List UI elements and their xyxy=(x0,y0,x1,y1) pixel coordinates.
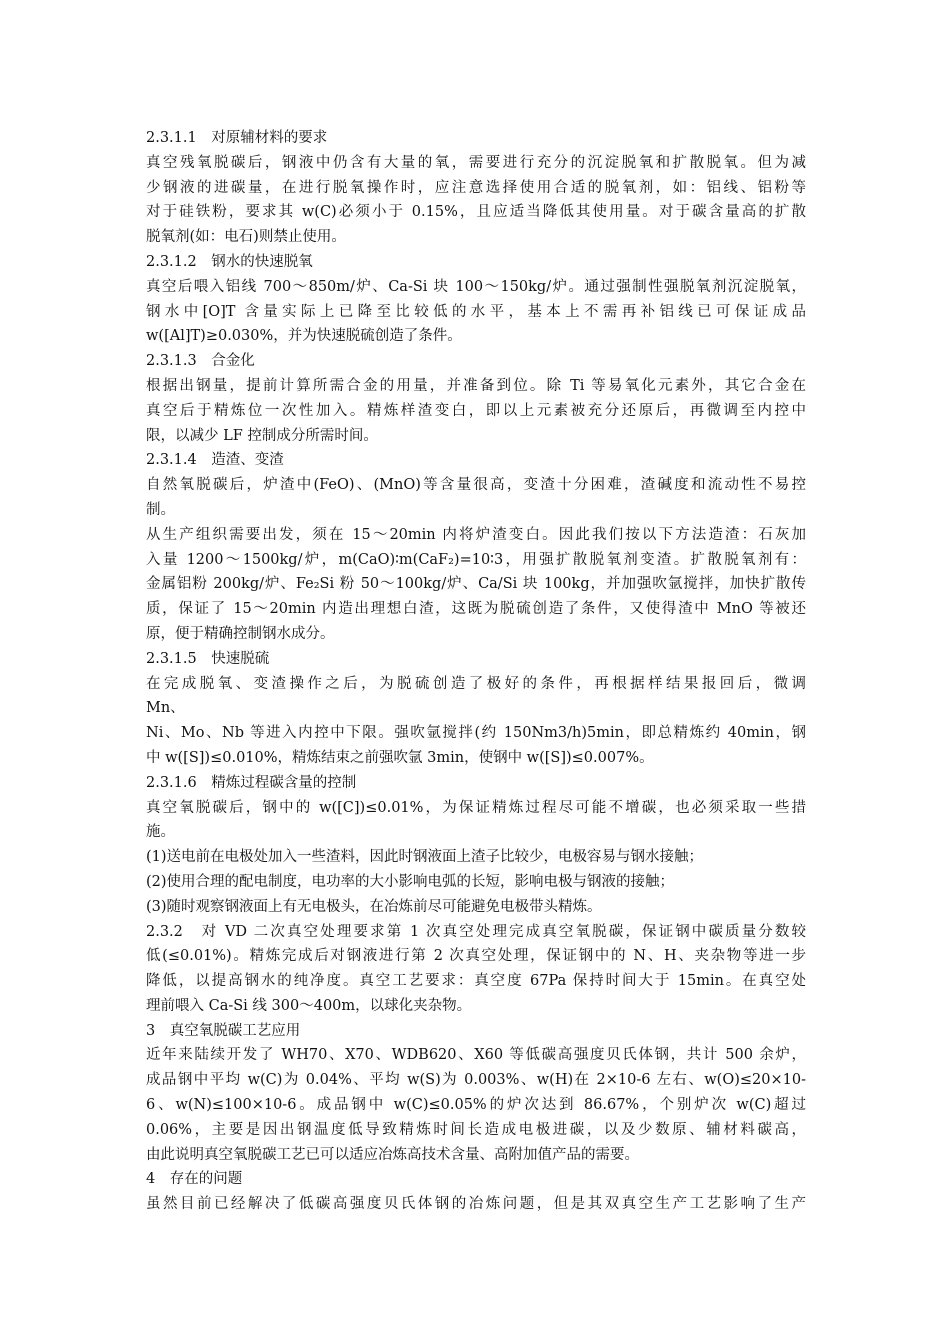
text-line: 钢水中[O]T 含量实际上已降至比较低的水平，基本上不需再补铝线已可保证成品 xyxy=(146,303,806,320)
text-line: 真空后于精炼位一次性加入。精炼样渣变白，即以上元素被充分还原后，再微调至内控中 xyxy=(146,402,806,419)
list-item: (1)送电前在电极处加入一些渣料，因此时钢液面上渣子比较少，电极容易与钢水接触； xyxy=(146,849,704,866)
text-line: 制。 xyxy=(146,501,175,518)
text-line: 理前喂入 Ca-Si 线 300～400m，以球化夹杂物。 xyxy=(146,997,472,1014)
section-heading: 2.3.1.6 精炼过程碳含量的控制 xyxy=(146,774,357,791)
text-line: 真空后喂入铝线 700～850m/炉、Ca-Si 块 100～150kg/炉。通过强制性强脱氧剂沉淀脱氧， xyxy=(146,278,806,295)
text-line: 真空残氧脱碳后，钢液中仍含有大量的氧，需要进行充分的沉淀脱氧和扩散脱氧。但为减 xyxy=(146,154,806,171)
text-line: 虽然目前已经解决了低碳高强度贝氏体钢的冶炼问题，但是其双真空生产工艺影响了生产 xyxy=(146,1196,806,1213)
text-line: 真空氧脱碳后，钢中的 w([C])≤0.01%，为保证精炼过程尽可能不增碳，也必须采取一些措 xyxy=(146,799,806,816)
list-item: (2)使用合理的配电制度，电功率的大小影响电弧的长短，影响电极与钢液的接触； xyxy=(146,873,675,890)
text-line: 原，便于精确控制钢水成分。 xyxy=(146,625,335,642)
text-line: 中 w([S])≤0.010%，精炼结束之前强吹氩 3min，使钢中 w([S])≤0.007%。 xyxy=(146,749,654,766)
text-line: 近年来陆续开发了 WH70、X70、WDB620、X60 等低碳高强度贝氏体钢，共计 500 余炉， xyxy=(146,1047,806,1064)
text-line: w([Al]T)≥0.030%，并为快速脱硫创造了条件。 xyxy=(146,328,462,345)
section-heading: 2.3.1.5 快速脱硫 xyxy=(146,650,270,667)
text-line: 从生产组织需要出发，须在 15～20min 内将炉渣变白。因此我们按以下方法造渣：石灰加 xyxy=(146,526,806,543)
text-line: 由此说明真空氧脱碳工艺已可以适应冶炼高技术含量、高附加值产品的需要。 xyxy=(146,1146,639,1163)
text-line: 降低，以提高钢水的纯净度。真空工艺要求：真空度 67Pa 保持时间大于 15min。在真空处 xyxy=(146,973,806,990)
document-body xyxy=(146,126,806,1217)
text-line: 质，保证了 15～20min 内造出理想白渣，这既为脱硫创造了条件，又使得渣中 MnO 等被还 xyxy=(146,601,806,618)
list-item: (3)随时观察钢液面上有无电极头，在冶炼前尽可能避免电极带头精炼。 xyxy=(146,898,602,915)
text-line: 施。 xyxy=(146,824,175,841)
text-line: 2.3.2 对 VD 二次真空处理要求第 1 次真空处理完成真空氧脱碳，保证钢中碳质量分数较 xyxy=(146,923,806,940)
text-line: Mn、 xyxy=(146,700,185,717)
text-line: 成品钢中平均 w(C)为 0.04%、平均 w(S)为 0.003%、w(H)在 2×10-6 左右、w(O)≤20×10- xyxy=(146,1072,806,1089)
text-line: 低(≤0.01%)。精炼完成后对钢液进行第 2 次真空处理，保证钢中的 N、H、夹杂物等进一步 xyxy=(146,948,806,965)
text-line: 少钢液的进碳量，在进行脱氧操作时，应注意选择使用合适的脱氧剂，如：铝线、铝粉等 xyxy=(146,179,806,196)
text-line: 入量 1200～1500kg/炉，m(CaO)∶m(CaF₂)=10∶3，用强扩散脱氧剂变渣。扩散脱氧剂有： xyxy=(146,551,806,568)
text-line: 6、w(N)≤100×10-6。成品钢中 w(C)≤0.05%的炉次达到 86.67%，个别炉次 w(C)超过 xyxy=(146,1097,806,1114)
text-line: 根据出钢量，提前计算所需合金的用量，并准备到位。除 Ti 等易氧化元素外，其它合金在 xyxy=(146,377,806,394)
text-line: 在完成脱氧、变渣操作之后，为脱硫创造了极好的条件，再根据样结果报回后，微调 xyxy=(146,675,806,692)
text-line: 对于硅铁粉，要求其 w(C)必须小于 0.15%，且应适当降低其使用量。对于碳含量高的扩散 xyxy=(146,204,806,221)
text-line: 0.06%，主要是因出钢温度低导致精炼时间长造成电极进碳，以及少数原、辅材料碳高， xyxy=(146,1121,806,1138)
section-heading: 4 存在的问题 xyxy=(146,1171,243,1188)
text-line: 自然氧脱碳后，炉渣中(FeO)、(MnO)等含量很高，变渣十分困难，渣碱度和流动性不易控 xyxy=(146,477,806,494)
section-heading: 2.3.1.4 造渣、变渣 xyxy=(146,452,284,469)
section-heading: 2.3.1.1 对原辅材料的要求 xyxy=(146,130,328,146)
text-line: Ni、Mo、Nb 等进入内控中下限。强吹氩搅拌(约 150Nm3/h)5min，即总精炼约 40min，钢 xyxy=(146,725,806,742)
section-heading: 2.3.1.2 钢水的快速脱氧 xyxy=(146,253,313,270)
text-line: 脱氧剂(如：电石)则禁止使用。 xyxy=(146,229,346,246)
section-heading: 3 真空氧脱碳工艺应用 xyxy=(146,1022,301,1039)
text-line: 限，以减少 LF 控制成分所需时间。 xyxy=(146,427,378,444)
section-heading: 2.3.1.3 合金化 xyxy=(146,353,255,370)
text-line: 金属铝粉 200kg/炉、Fe₂Si 粉 50～100kg/炉、Ca/Si 块 100kg，并加强吹氩搅拌，加快扩散传 xyxy=(146,576,806,593)
